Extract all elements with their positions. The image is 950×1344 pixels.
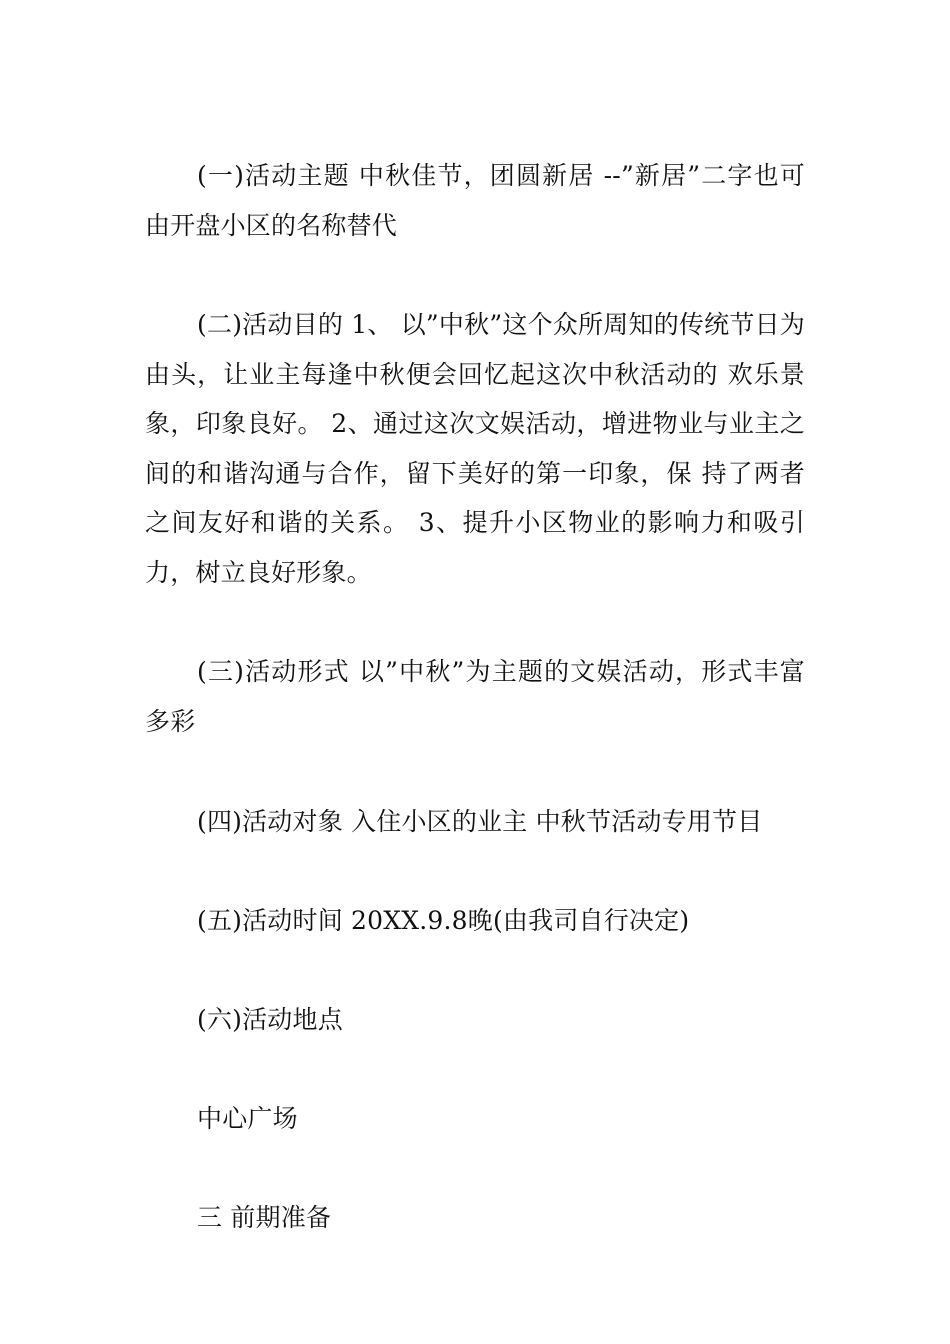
activity-audience-paragraph: (四)活动对象 入住小区的业主 中秋节活动专用节目 [197, 807, 763, 836]
activity-location-heading: (六)活动地点 [197, 1005, 343, 1034]
activity-location-value: 中心广场 [197, 1104, 298, 1133]
activity-format-paragraph: (三)活动形式 以”中秋”为主题的文娱活动，形式丰富多彩 [145, 657, 805, 736]
section-heading-preparation: 三 前期准备 [197, 1203, 332, 1232]
activity-theme-paragraph: (一)活动主题 中秋佳节，团圆新居 --”新居”二字也可由开盘小区的名称替代 [145, 161, 805, 240]
activity-time-paragraph: (五)活动时间 20XX.9.8晚(由我司自行决定) [197, 906, 690, 935]
activity-purpose-paragraph: (二)活动目的 1、 以”中秋”这个众所周知的传统节日为由头，让业主每逢中秋便会回忆起这次中秋活动的 欢乐景象，印象良好。 2、通过这次文娱活动，增进物业与业主之间的和谐沟通与合作，留下美好的第一印象，保 持了两者之间友好和谐的关系。 3、提升小区物业的影响力和吸引力，树立良好形象。 [145, 310, 805, 587]
